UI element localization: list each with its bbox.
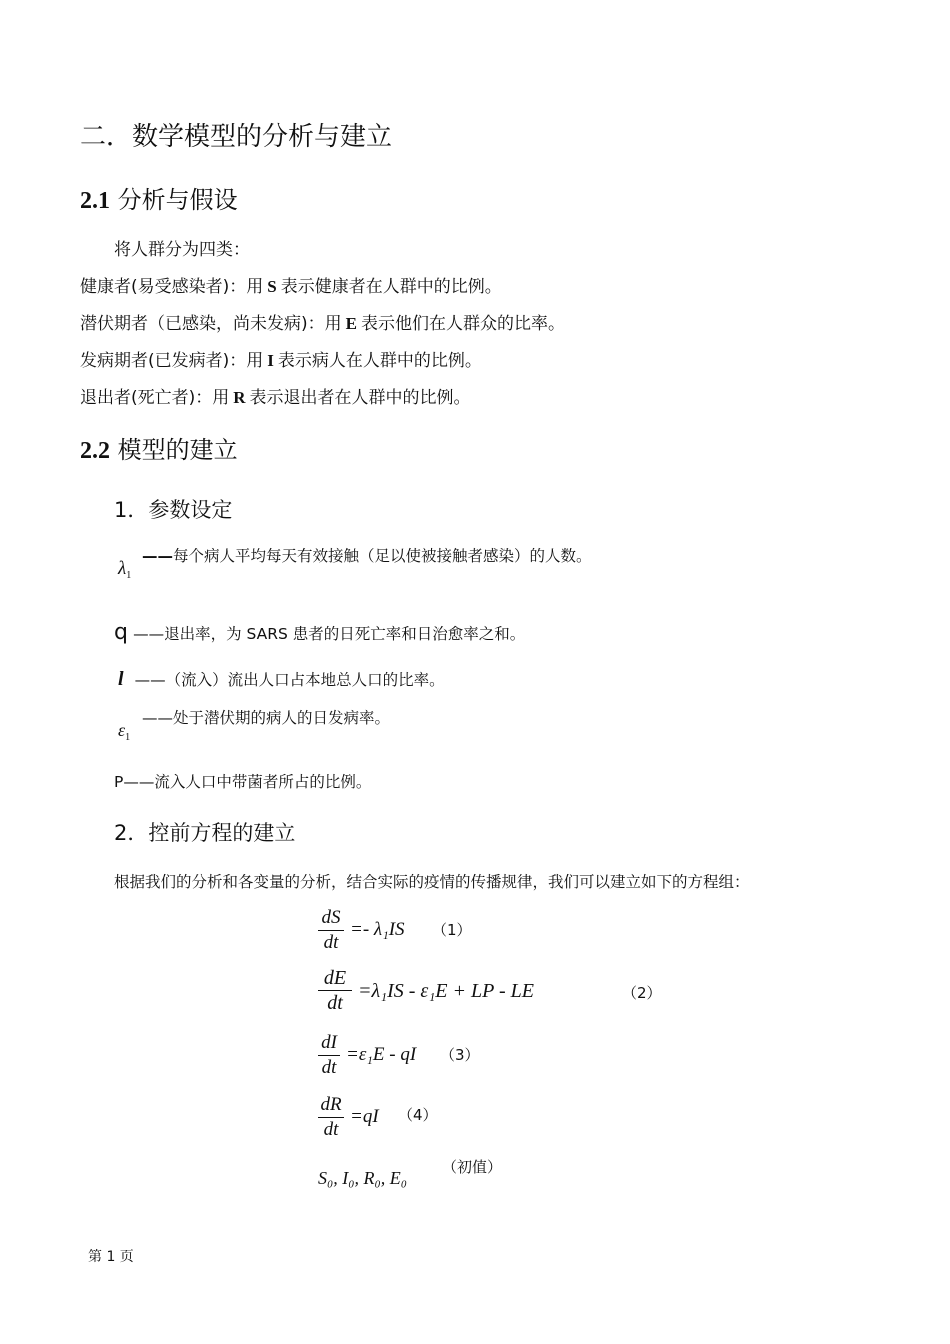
l-desc: ——（流入）流出人口占本地总人口的比率。 — [134, 671, 445, 689]
eq3-numerator: dI — [321, 1032, 337, 1053]
subsection-heading-2-1 — [80, 180, 238, 215]
eq1-fraction — [318, 908, 344, 953]
epsilon-symbol: $\varepsilon_1$ — [118, 720, 131, 744]
epsilon-desc: ——处于潜伏期的病人的日发病率。 — [142, 709, 391, 727]
eq4-numerator: dR — [320, 1094, 342, 1115]
eq2-denominator: dt — [327, 992, 343, 1014]
subsection-number: 2.2 — [80, 438, 110, 464]
group-line-i — [80, 346, 482, 371]
eq4-label: （4） — [398, 1106, 438, 1124]
lambda-desc-line — [142, 544, 592, 566]
group-symbol: E — [345, 314, 357, 333]
group-line-r — [80, 383, 471, 408]
eq4-rhs: =qI — [350, 1106, 379, 1127]
eq1-label: （1） — [432, 921, 472, 939]
l-symbol: l — [118, 668, 124, 690]
eq2-fraction — [318, 968, 352, 1013]
eq2-label: （2） — [622, 984, 662, 1002]
group-pre: 潜伏期者（已感染，尚未发病)：用 — [80, 314, 342, 334]
q-symbol: q — [114, 620, 128, 645]
group-post: 表示他们在人群众的比率。 — [360, 314, 565, 334]
lambda-desc: 每个病人平均每天有效接触（足以使被接触者感染）的人数。 — [173, 547, 592, 565]
initial-values: S₀, I₀, R₀, E₀ — [318, 1168, 408, 1188]
eq3-denominator: dt — [321, 1057, 337, 1078]
group-symbol: S — [267, 277, 277, 296]
equation-heading: 2．控前方程的建立 — [114, 821, 296, 845]
subsection-heading-2-2 — [80, 430, 238, 465]
lambda-dash: —— — [142, 547, 173, 565]
eq1-rhs: =- λ₁IS — [350, 919, 405, 940]
eq2-rhs: =λ₁IS - ε₁E + LP - LE — [358, 980, 534, 1002]
eq1-denominator: dt — [323, 932, 339, 953]
section-heading: 二．数学模型的分析与建立 — [80, 122, 393, 152]
param-heading: 1．参数设定 — [114, 498, 233, 522]
group-symbol: R — [233, 388, 246, 407]
eq3-fraction — [318, 1033, 340, 1078]
subsection-title: 分析与假设 — [117, 186, 238, 214]
group-line-e — [80, 309, 565, 334]
q-desc: ——退出率，为 SARS 患者的日死亡率和日治愈率之和。 — [133, 625, 526, 643]
eq1-numerator: dS — [321, 907, 341, 928]
page-footer: 第 1 页 — [88, 1249, 134, 1265]
group-pre: 发病期者(已发病者)：用 — [80, 351, 264, 371]
eq4-denominator: dt — [323, 1119, 339, 1140]
eq3-label: （3） — [440, 1046, 480, 1064]
initial-values-label: （初值） — [442, 1158, 503, 1176]
l-line — [118, 668, 445, 691]
group-line-s — [80, 272, 502, 297]
p-desc: P——流入人口中带菌者所占的比例。 — [114, 773, 372, 791]
group-post: 表示健康者在人群中的比例。 — [280, 277, 502, 297]
eq4-fraction — [318, 1095, 344, 1140]
subsection-number: 2.1 — [80, 188, 110, 214]
group-pre: 退出者(死亡者)：用 — [80, 388, 230, 408]
eq3-rhs: =ε₁E - qI — [346, 1044, 417, 1065]
group-symbol: I — [267, 351, 274, 370]
group-post: 表示退出者在人群中的比例。 — [249, 388, 471, 408]
q-line — [114, 620, 525, 645]
subsection-title: 模型的建立 — [117, 436, 238, 464]
group-post: 表示病人在人群中的比例。 — [277, 351, 482, 371]
group-pre: 健康者(易受感染者)：用 — [80, 277, 264, 297]
lambda-symbol: $\lambda_1$ — [118, 558, 132, 582]
intro-text: 将人群分为四类： — [114, 240, 250, 260]
eq2-numerator: dE — [323, 967, 347, 989]
equation-intro: 根据我们的分析和各变量的分析，结合实际的疫情的传播规律，我们可以建立如下的方程组： — [114, 873, 750, 891]
